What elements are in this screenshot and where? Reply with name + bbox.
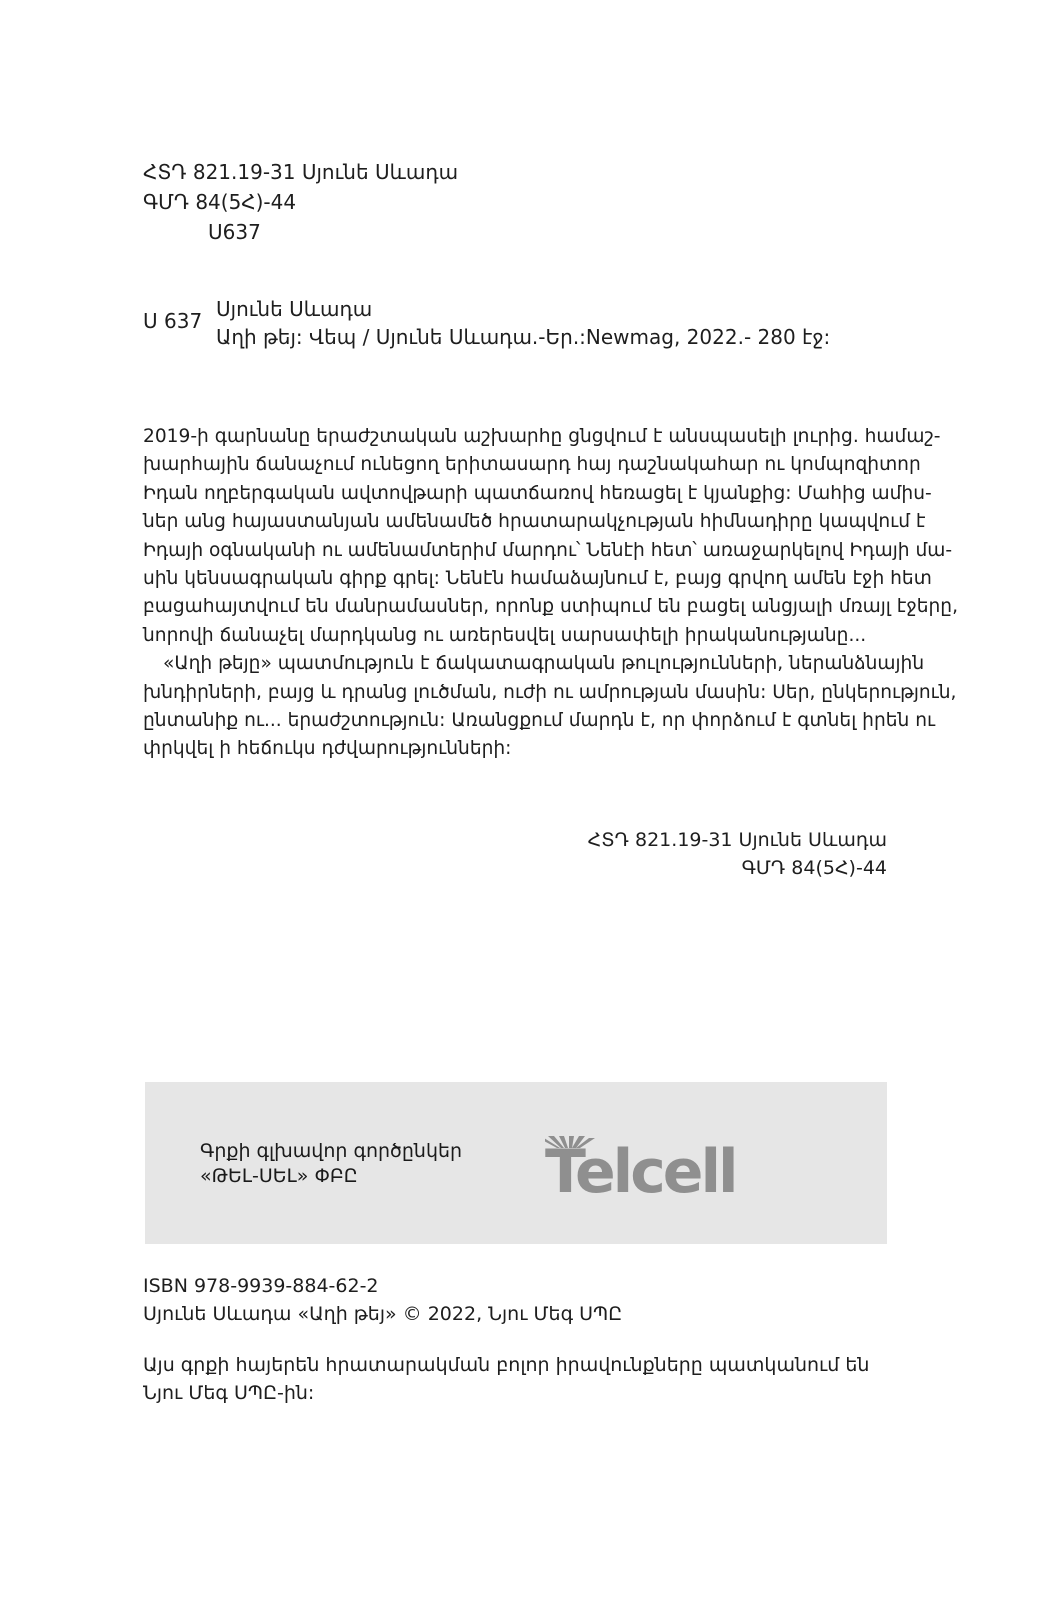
isbn-block	[143, 1272, 622, 1328]
annotation-line: ներ անց հայաստանյան ամենամեծ հրատարակչության հիմնադիրը կապվում է	[143, 511, 926, 533]
rights-notice	[143, 1351, 869, 1407]
annotation	[143, 423, 958, 764]
bbk-code: ԳՄԴ 84(5Հ)-44	[143, 190, 297, 214]
bibliographic-code: Ս 637	[143, 309, 203, 333]
annotation-line: խարհային ճանաչում ունեցող երիտասարդ հայ դաշնակահար ու կոմպոզիտոր	[143, 454, 921, 476]
sponsor-label: Գրքի գլխավոր գործընկեր	[200, 1140, 463, 1162]
udc-code: ՀՏԴ 821.19-31 Սյունե Սևադա	[143, 160, 459, 184]
classification-block-bottom	[588, 826, 887, 882]
isbn-number: ISBN 978-9939-884-62-2	[143, 1275, 379, 1297]
udc-code-bottom: ՀՏԴ 821.19-31 Սյունե Սևադա	[587, 829, 887, 851]
annotation-line: «Աղի թեյը» պատմություն է ճակատագրական թուլությունների, ներանձնային	[163, 653, 925, 675]
bibliographic-record	[216, 295, 830, 351]
classification-block-top	[143, 157, 458, 247]
bbk-code-bottom: ԳՄԴ 84(5Հ)-44	[741, 857, 887, 879]
rights-line: Այս գրքի հայերեն հրատարակման բոլոր իրավունքները պատկանում են	[143, 1354, 870, 1376]
copyright-line: Սյունե Սևադա «Աղի թեյ» © 2022, Նյու Մեգ ՍՊԸ	[143, 1303, 623, 1325]
annotation-line: Իդան ողբերգական ավտովթարի պատճառով հեռացել է կյանքից: Մահից ամիս-	[143, 482, 932, 504]
bibliographic-description: Աղի թեյ: Վեպ / Սյունե Սևադա.-Եր.:Newmag, 2022.- 280 էջ:	[216, 325, 831, 349]
annotation-line: սին կենսագրական գիրք գրել: Նենէն համաձայնում է, բայց գրվող ամեն էջի հետ	[143, 568, 932, 590]
author-mark: Ս637	[208, 220, 261, 244]
bibliographic-author: Սյունե Սևադա	[216, 297, 373, 321]
annotation-line: Իդայի օգնականի ու ամենամտերիմ մարդու՝ Նենէի հետ՝ առաջարկելով Իդայի մա-	[143, 539, 953, 561]
logo-wordmark: Telcell	[545, 1137, 736, 1196]
telcell-logo	[545, 1134, 810, 1196]
annotation-line: փրկվել ի հեճուկս դժվարությունների:	[143, 738, 512, 760]
annotation-line: խնդիրների, բայց և դրանց լուծման, ուժի ու ամրության մասին: Սեր, ընկերություն,	[143, 681, 957, 703]
annotation-line: ընտանիք ու... երաժշտություն: Առանցքում մարդն է, որ փորձում է գտնել իրեն ու	[143, 710, 936, 732]
sponsor-text	[200, 1139, 462, 1189]
rights-line: Նյու Մեգ ՍՊԸ-ին:	[143, 1382, 315, 1404]
annotation-line: բացահայտվում են մանրամասներ, որոնք ստիպում են բացել անցյալի մռայլ էջերը,	[143, 596, 958, 618]
annotation-line: 2019-ի գարնանը երաժշտական աշխարհը ցնցվում է անսպասելի լուրից. համաշ-	[143, 426, 941, 447]
sponsor-company: «ԹԵԼ-ՍԵԼ» ՓԲԸ	[200, 1165, 358, 1187]
annotation-line: նորովի ճանաչել մարդկանց ու առերեսվել սարսափելի իրականությանը...	[143, 624, 867, 646]
sponsor-box	[145, 1082, 887, 1244]
